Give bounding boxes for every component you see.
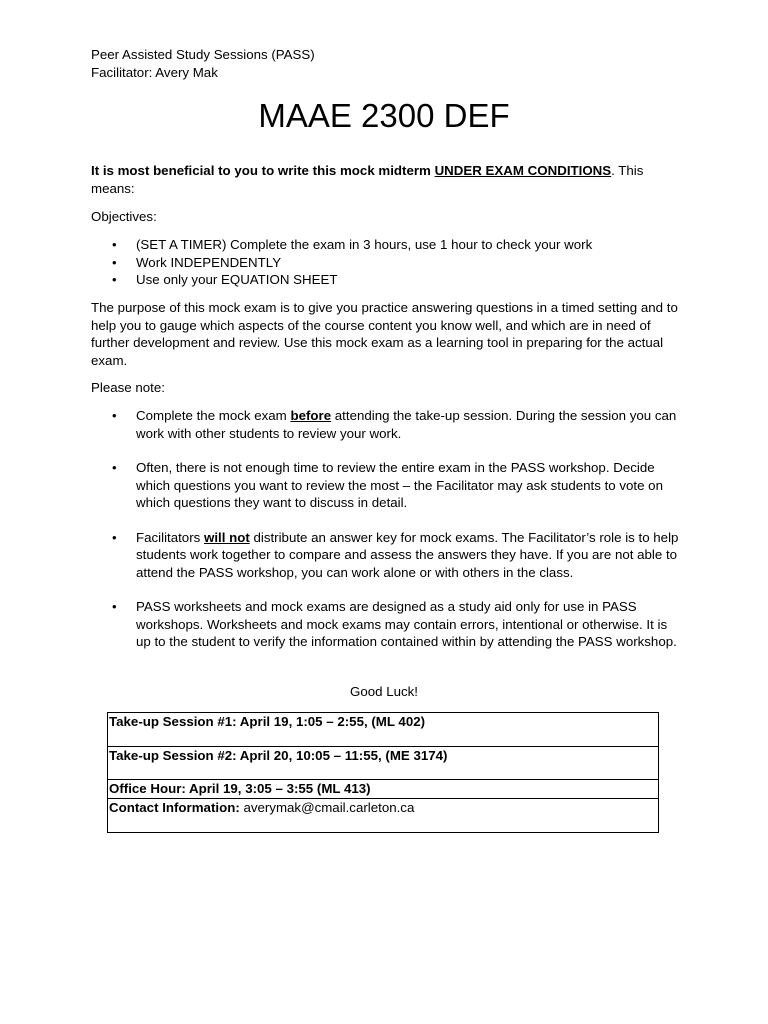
please-note-label: Please note: (91, 380, 165, 395)
intro-rest: . This means: (91, 163, 644, 196)
table-row (108, 799, 659, 833)
office-hour: Office Hour: April 19, 3:05 – 3:55 (ML 413) (109, 781, 371, 796)
objectives-list (91, 236, 671, 289)
good-luck-text: Good Luck! (349, 684, 418, 699)
table-row (108, 780, 659, 799)
bullet-icon: • (112, 272, 117, 287)
sessions-table (107, 712, 659, 833)
list-item: • PASS worksheets and mock exams are designed as a study aid only for use in PASS workshops. Worksheets and mock exams may contain errors, intentional or otherwise. It is up to the student to verify the information contained within by attending the PASS workshop. (112, 599, 677, 649)
objectives-label: Objectives: (91, 209, 157, 224)
emphasis-will-not: will not (203, 529, 250, 545)
session-2: Take-up Session #2: April 20, 10:05 – 11:55, (ME 3174) (109, 748, 448, 763)
bullet-icon: • (112, 599, 117, 614)
contact-email: averymak@cmail.carleton.ca (239, 800, 415, 815)
header-block (91, 46, 315, 81)
contact-label: Contact Information: (109, 800, 240, 815)
notes-list (91, 407, 681, 668)
facilitator-name: Facilitator: Avery Mak (91, 64, 218, 80)
bullet-icon: • (112, 529, 117, 545)
session-1: Take-up Session #1: April 19, 1:05 – 2:55, (ML 402) (109, 714, 426, 729)
list-item: • (SET A TIMER) Complete the exam in 3 hours, use 1 hour to check your work (112, 237, 593, 252)
table-row (108, 747, 659, 780)
bullet-icon: • (112, 460, 117, 475)
program-name: Peer Assisted Study Sessions (PASS) (91, 47, 315, 62)
list-item: • Often, there is not enough time to review the entire exam in the PASS workshop. Decide which questions you want to review the most – the Facilitator may ask students to vote on which questions they want to discuss in detail. (112, 460, 663, 510)
purpose-paragraph: The purpose of this mock exam is to give you practice answering questions in a timed setting and to help you to gauge which aspects of the course content you know well, and which are in need of further development and review. Use this mock exam as a learning tool in preparing for the actual exam. (91, 300, 678, 368)
list-item: • Facilitators will not distribute an answer key for mock exams. The Facilitator’s role is to help students work together to compare and assess the answers they have. If you are not able to attend the PASS workshop, you can work alone or with others in the class. (112, 529, 679, 580)
page-title: MAAE 2300 DEF (258, 97, 510, 134)
bullet-icon: • (112, 408, 117, 423)
intro-bold: It is most beneficial to you to write this mock midterm (91, 163, 435, 178)
intro-paragraph (91, 162, 671, 197)
list-item: • Complete the mock exam before attending the take-up session. During the session you can work with other students to review your work. (112, 408, 677, 441)
emphasis-before: before (290, 408, 332, 423)
list-item: • Use only your EQUATION SHEET (112, 272, 338, 287)
bullet-icon: • (112, 237, 117, 252)
table-row (108, 713, 659, 747)
list-item: • Work INDEPENDENTLY (112, 254, 282, 270)
intro-underlined: UNDER EXAM CONDITIONS (434, 163, 612, 178)
bullet-icon: • (112, 254, 117, 270)
